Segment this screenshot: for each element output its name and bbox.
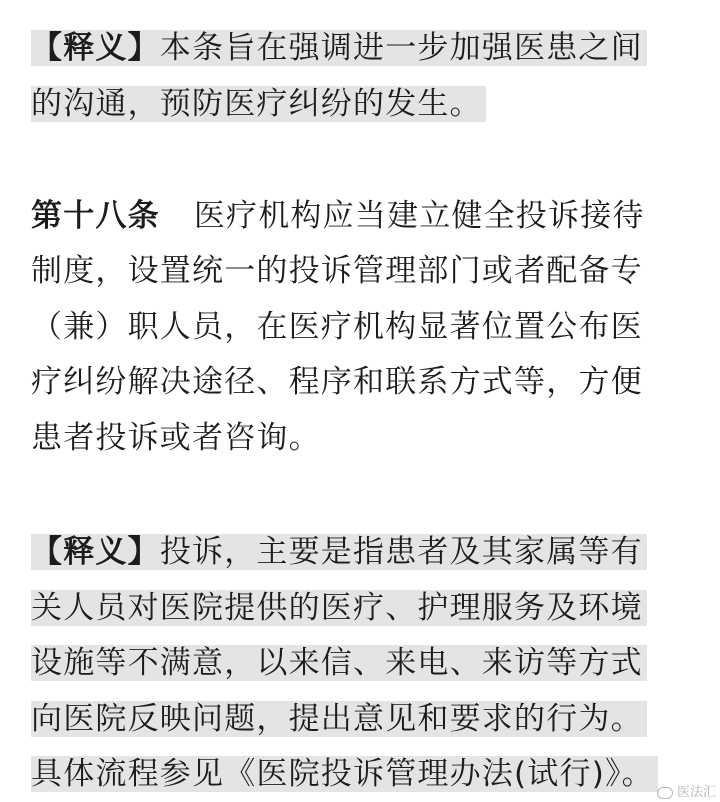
article-heading: 第十八条: [31, 198, 160, 234]
wechat-icon: [657, 787, 673, 799]
watermark: 医法汇: [657, 781, 716, 800]
interpretation-text: 投诉，主要是指患者及其家属等有: [159, 534, 643, 570]
article-18-line-5: 患者投诉或者咨询。: [31, 420, 321, 456]
interpretation-2-line-3: 设施等不满意，以来信、来电、来访等方式: [31, 643, 647, 683]
interpretation-2-line-5: 具体流程参见《医院投诉管理办法(试行)》。: [31, 754, 658, 794]
article-text: 医疗机构应当建立健全投诉接待: [193, 198, 645, 234]
article-18-line-2: 制度，设置统一的投诉管理部门或者配备专: [31, 253, 643, 289]
interpretation-text: 本条旨在强调进一步加强医患之间: [159, 30, 643, 66]
interpretation-2-line-2: 关人员对医院提供的医疗、护理服务及环境: [31, 588, 647, 628]
interpretation-1-line-1: [31, 28, 647, 68]
article-18-line-1: [31, 196, 645, 236]
article-18-line-3: （兼）职人员，在医疗机构显著位置公布医: [31, 309, 643, 345]
article-18-line-4: 疗纠纷解决途径、程序和联系方式等，方便: [31, 364, 643, 400]
interpretation-tag: 【释义】: [31, 534, 160, 570]
interpretation-1-line-2: 的沟通，预防医疗纠纷的发生。: [31, 84, 486, 124]
interpretation-2-line-1: [31, 532, 647, 572]
interpretation-tag: 【释义】: [31, 30, 160, 66]
interpretation-2-line-4: 向医院反映问题，提出意见和要求的行为。: [31, 699, 647, 739]
